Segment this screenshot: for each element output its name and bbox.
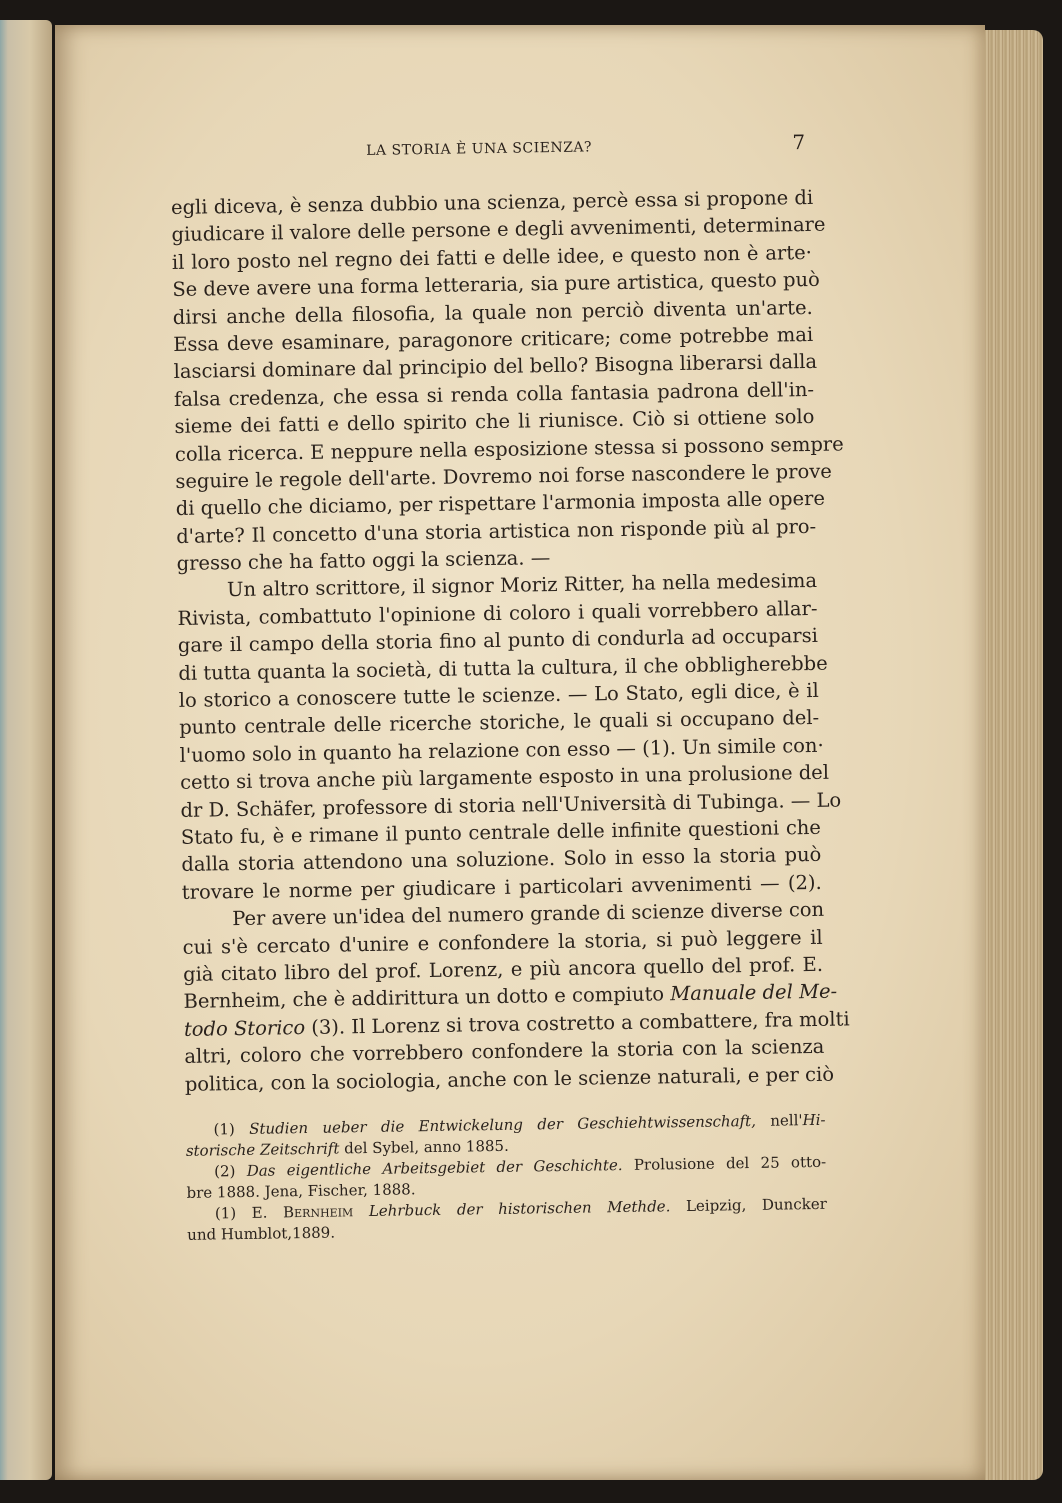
text-run: dirsi anche della filosofia, la quale non perciò diventa un'arte. — [172, 295, 813, 329]
body-text — [170, 184, 850, 1098]
text-run: (2) — [214, 1161, 247, 1181]
text-run: trovare le norme per giudicare i particolari avvenimenti — (2). — [181, 870, 822, 904]
italic-text: Lehrbuck der historischen Methde. — [368, 1197, 671, 1220]
text-run: seguire le regole dell'arte. Dovremo noi forse nascondere le prove — [175, 459, 832, 493]
text-run: lasciarsi dominare dal principio del bello? Bisogna liberarsi dalla — [173, 350, 818, 384]
running-title: LA STORIA È UNA SCIENZA? — [366, 139, 593, 159]
text-run: cui s'è cercato d'unire e confondere la storia, si può leggere il — [182, 925, 823, 959]
text-run: punto centrale delle ricerche storiche, le quali si occupano del- — [179, 706, 820, 740]
text-run: colla ricerca. E neppure nella esposizione stessa si possono sempre — [174, 431, 844, 466]
text-run: dalla storia attendono una soluzione. Solo in esso la storia può — [181, 843, 822, 877]
text-run: und Humblot,1889. — [187, 1223, 336, 1244]
text-run: gare il campo della storia fino al punto di condurla ad occuparsi — [177, 624, 819, 658]
text-run: falsa credenza, che essa si renda colla fantasia padrona dell'in- — [173, 377, 815, 411]
text-run: del Sybel, anno 1885. — [339, 1136, 509, 1158]
text-run: giudicare il valore delle persone e degli avvenimenti, determinare — [171, 213, 826, 247]
text-run: Per avere un'idea del numero grande di scienze diverse con — [232, 897, 825, 931]
text-run: lo storico a conoscere tutte le scienze. — Lo Stato, egli dice, è il — [178, 678, 819, 712]
text-run: altri, coloro che vorrebbero confondere la storia con la scienza — [184, 1034, 825, 1068]
left-page-edge — [0, 20, 52, 1480]
text-run: Un altro scrittore, il signor Moriz Ritter, ha nella medesima — [226, 569, 818, 602]
text-run: Leipzig, Duncker — [670, 1194, 827, 1216]
text-run: gresso che ha fatto oggi la scienza. — — [176, 546, 551, 576]
text-run: nell' — [755, 1111, 803, 1130]
page-edges — [975, 30, 1043, 1480]
text-run: di quello che diciamo, per rispettare l'armonia imposta alle opere — [175, 487, 826, 521]
page-number: 7 — [792, 130, 806, 155]
text-run: Rivista, combattuto l'opinione di coloro i quali vorrebbero allar- — [177, 596, 818, 630]
footnotes — [185, 1110, 827, 1246]
italic-text: Manuale del Me- — [670, 979, 838, 1006]
text-run: politica, con la sociologia, anche con le scienze naturali, e per ciò — [184, 1062, 835, 1096]
text-run: l'uomo solo in quanto ha relazione con esso — (1). Un simile con· — [179, 733, 824, 767]
text-run: Bernheim, che è addirittura un dotto e compiuto — [183, 982, 671, 1014]
text-run: dr D. Schäfer, professore di storia nell'Università di Tubinga. — Lo — [180, 788, 842, 822]
text-run: il loro posto nel regno dei fatti e delle idee, e questo non è arte· — [171, 240, 813, 274]
page-content — [170, 130, 850, 1246]
text-run: Stato fu, è e rimane il punto centrale delle infinite questioni che — [180, 815, 822, 849]
text-run: Prolusione del 25 otto- — [622, 1152, 827, 1174]
text-run: (3). Il Lorenz si trova costretto a combattere, fra molti — [304, 1007, 850, 1039]
text-run: già citato libro del prof. Lorenz, e più ancora quello del prof. E. — [182, 952, 824, 986]
text-run — [353, 1202, 369, 1220]
italic-text: Hi- — [802, 1110, 826, 1130]
text-run: egli diceva, è senza dubbio una scienza, percè essa si propone di — [170, 185, 814, 219]
italic-text: Studien ueber die Entwickelung der Geschiehtwissenschaft, — [249, 1111, 757, 1138]
text-run: (1) — [213, 1119, 250, 1139]
text-run: Bernheim — [282, 1202, 354, 1222]
text-run: d'arte? Il concetto d'una storia artistica non risponde più al pro- — [176, 514, 817, 548]
text-run: cetto si trova anche più largamente esposto in una prolusione del — [179, 760, 830, 795]
text-run: Essa deve esaminare, paragonore criticare; come potrebbe mai — [173, 322, 814, 356]
text-run: bre 1888. Jena, Fischer, 1888. — [186, 1180, 416, 1202]
italic-text: Das eigentliche Arbeitsgebiet der Geschichte. — [246, 1155, 623, 1180]
italic-text: todo Storico — [183, 1015, 306, 1041]
text-run: sieme dei fatti e dello spirito che li riunisce. Ciò si ottiene solo — [174, 405, 815, 439]
text-run: di tutta quanta la società, di tutta la cultura, il che obbligherebbe — [178, 651, 828, 685]
text-run: Se deve avere una forma letteraria, sia pure artistica, questo può — [172, 267, 820, 302]
italic-text: storische Zeitschrift — [185, 1139, 340, 1160]
text-run: (1) E. — [214, 1203, 284, 1223]
